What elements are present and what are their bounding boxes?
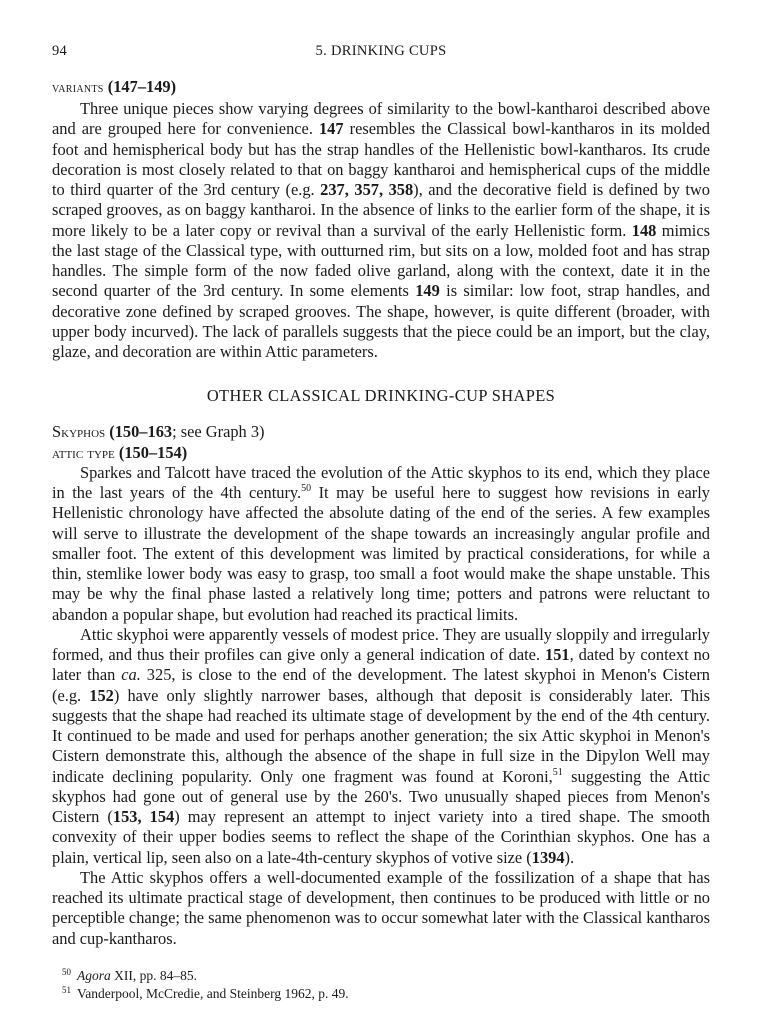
skyphos-paragraph-1 — [52, 463, 710, 625]
footnote-50-number: 50 — [62, 966, 71, 977]
attic-type-label — [52, 443, 710, 463]
footnote-51 — [62, 985, 710, 1003]
text-run: Attic skyphoi were apparently vessels of modest price. They are usually sloppily and irregularly formed, and thus their profiles can give only a general indication of date. — [52, 624, 710, 665]
attic-range: 150–154 — [124, 442, 182, 462]
variants-label-text: variants — [52, 81, 104, 96]
chapter-title: 5. DRINKING CUPS — [315, 43, 447, 59]
text-run: resembles the Classical bowl-kantharos in its molded foot and hemispherical body but has the strap handles of the Hellenistic bowl-kantharos. Its crude decoration is most closely related to that on baggy kantharoi and hemispherical cups of the middle to third quarter of the 3rd century (e.g. — [52, 119, 710, 200]
page — [52, 0, 710, 1003]
skyphos-paragraph-3 — [52, 868, 710, 949]
text-run: ). — [564, 847, 575, 867]
catalogue-number: 151 — [545, 645, 570, 665]
variants-paragraph — [52, 99, 710, 362]
text-run: Sparkes and Talcott have traced the evolution of the Attic skyphos to its end, which they place in the last years of the 4th century. — [52, 462, 710, 503]
text-run: The Attic skyphos offers a well-documented example of the fossilization of a shape that has reached its ultimate practical stage of development, then continues to be produced with little or no perceptible change; the same phenomenon was to occur somewhat later with the Classical kantharos and cup-kantharos. — [52, 867, 710, 948]
catalogue-number: 237, 357, 358 — [320, 180, 414, 200]
attic-range-open: ( — [118, 442, 125, 462]
variants-range: (147–149) — [107, 77, 177, 96]
footnote-50 — [62, 967, 710, 985]
catalogue-number: 149 — [415, 281, 440, 301]
text-run: It may be useful here to suggest how revisions in early Hellenistic chronology have affected the absolute dating of the end of the series. A few examples will serve to illustrate the development of the shape towards an increasingly angular profile and smaller foot. The extent of this development was limited by practical considerations, for while a thin, stemlike lower body was easy to grasp, too small a foot would make the shape unstable. This may be why the final phase lasted a relatively long time; potters and patrons were reluctant to abandon a popular shape, but evolution had reached its practical limits. — [52, 483, 710, 624]
italic-text: ca. — [121, 665, 141, 685]
catalogue-number: 153, 154 — [112, 807, 175, 827]
skyphos-label-initial: S — [52, 422, 62, 442]
text-run: ) may represent an attempt to inject variety into a tired shape. The smooth convexity of their upper bodies seems to reflect the shape of the Corinthian skyphos. One has a plain, vertical lip, seen also on a late-4th-century skyphos of votive size ( — [52, 807, 710, 867]
footnote-50-text: XII, pp. 84–85. — [110, 967, 197, 983]
skyphos-label — [52, 422, 710, 442]
text-run: suggesting the Attic skyphos had gone out of general use by the 260's. Two unusually shaped pieces from Menon's Cistern ( — [52, 766, 710, 827]
skyphos-range-open: ( — [109, 422, 115, 442]
footnote-50-italic: Agora — [77, 967, 111, 983]
footnote-51-number: 51 — [62, 984, 71, 995]
attic-type-label-text: attic type — [52, 442, 115, 462]
catalogue-number: 147 — [318, 119, 344, 139]
text-run: is similar: low foot, strap handles, and decorative zone defined by scraped grooves. The shape, however, is quite different (broader, with upper body incurved). The lack of parallels suggests that the piece could be an import, but the clay, glaze, and decoration are within Attic parameters. — [52, 281, 710, 362]
skyphos-label-rest: kyphos — [61, 422, 106, 442]
footnote-ref: 50 — [301, 483, 312, 495]
attic-range-close: ) — [181, 442, 188, 462]
footnote-51-text: Vanderpool, McCredie, and Steinberg 1962, p. 49. — [77, 985, 349, 1001]
catalogue-number: 152 — [89, 685, 114, 705]
skyphos-paragraph-2 — [52, 625, 710, 868]
text-run: , dated by context no later than — [52, 645, 710, 685]
section-heading: OTHER CLASSICAL DRINKING-CUP SHAPES — [206, 386, 556, 406]
text-run: ) have only slightly narrower bases, although that deposit is considerably later. This suggests that the shape had reached its ultimate stage of development by the end of the 4th century. It continued to be made and used for perhaps another generation; the six Attic skyphoi in Menon's Cistern demonstrate this, although the absence of the shape in full size in the Dipylon Well may indicate declining popularity. Only one fragment was found at Koroni, — [52, 685, 710, 786]
footnotes — [52, 967, 710, 1003]
text-run: mimics the last stage of the Classical type, with outturned rim, but sits on a low, molded foot and has strap handles. The simple form of the now faded olive garland, along with the context, date it in the second quarter of the 3rd century. In some elements — [52, 220, 710, 301]
skyphos-range: 150–163 — [114, 422, 173, 442]
catalogue-number: 148 — [631, 220, 657, 240]
page-number: 94 — [52, 43, 68, 59]
text-run: ), and the decorative field is defined by two scraped grooves, as on baggy kantharoi. In the absence of links to the earlier form of the shape, it is more likely to be a later copy or revival than a survival of the early Hellenistic form. — [52, 180, 710, 240]
skyphos-range-suffix: ; see Graph 3) — [172, 422, 265, 442]
text-run: 325, is close to the end of the development. The latest skyphoi in Menon's Cistern (e.g. — [52, 665, 710, 705]
footnote-ref: 51 — [552, 766, 563, 778]
running-head — [52, 43, 710, 63]
text-run: Three unique pieces show varying degrees of similarity to the bowl-kantharoi described above and are grouped here for convenience. — [52, 99, 710, 139]
variants-label — [52, 77, 710, 99]
catalogue-number: 1394 — [531, 847, 565, 867]
